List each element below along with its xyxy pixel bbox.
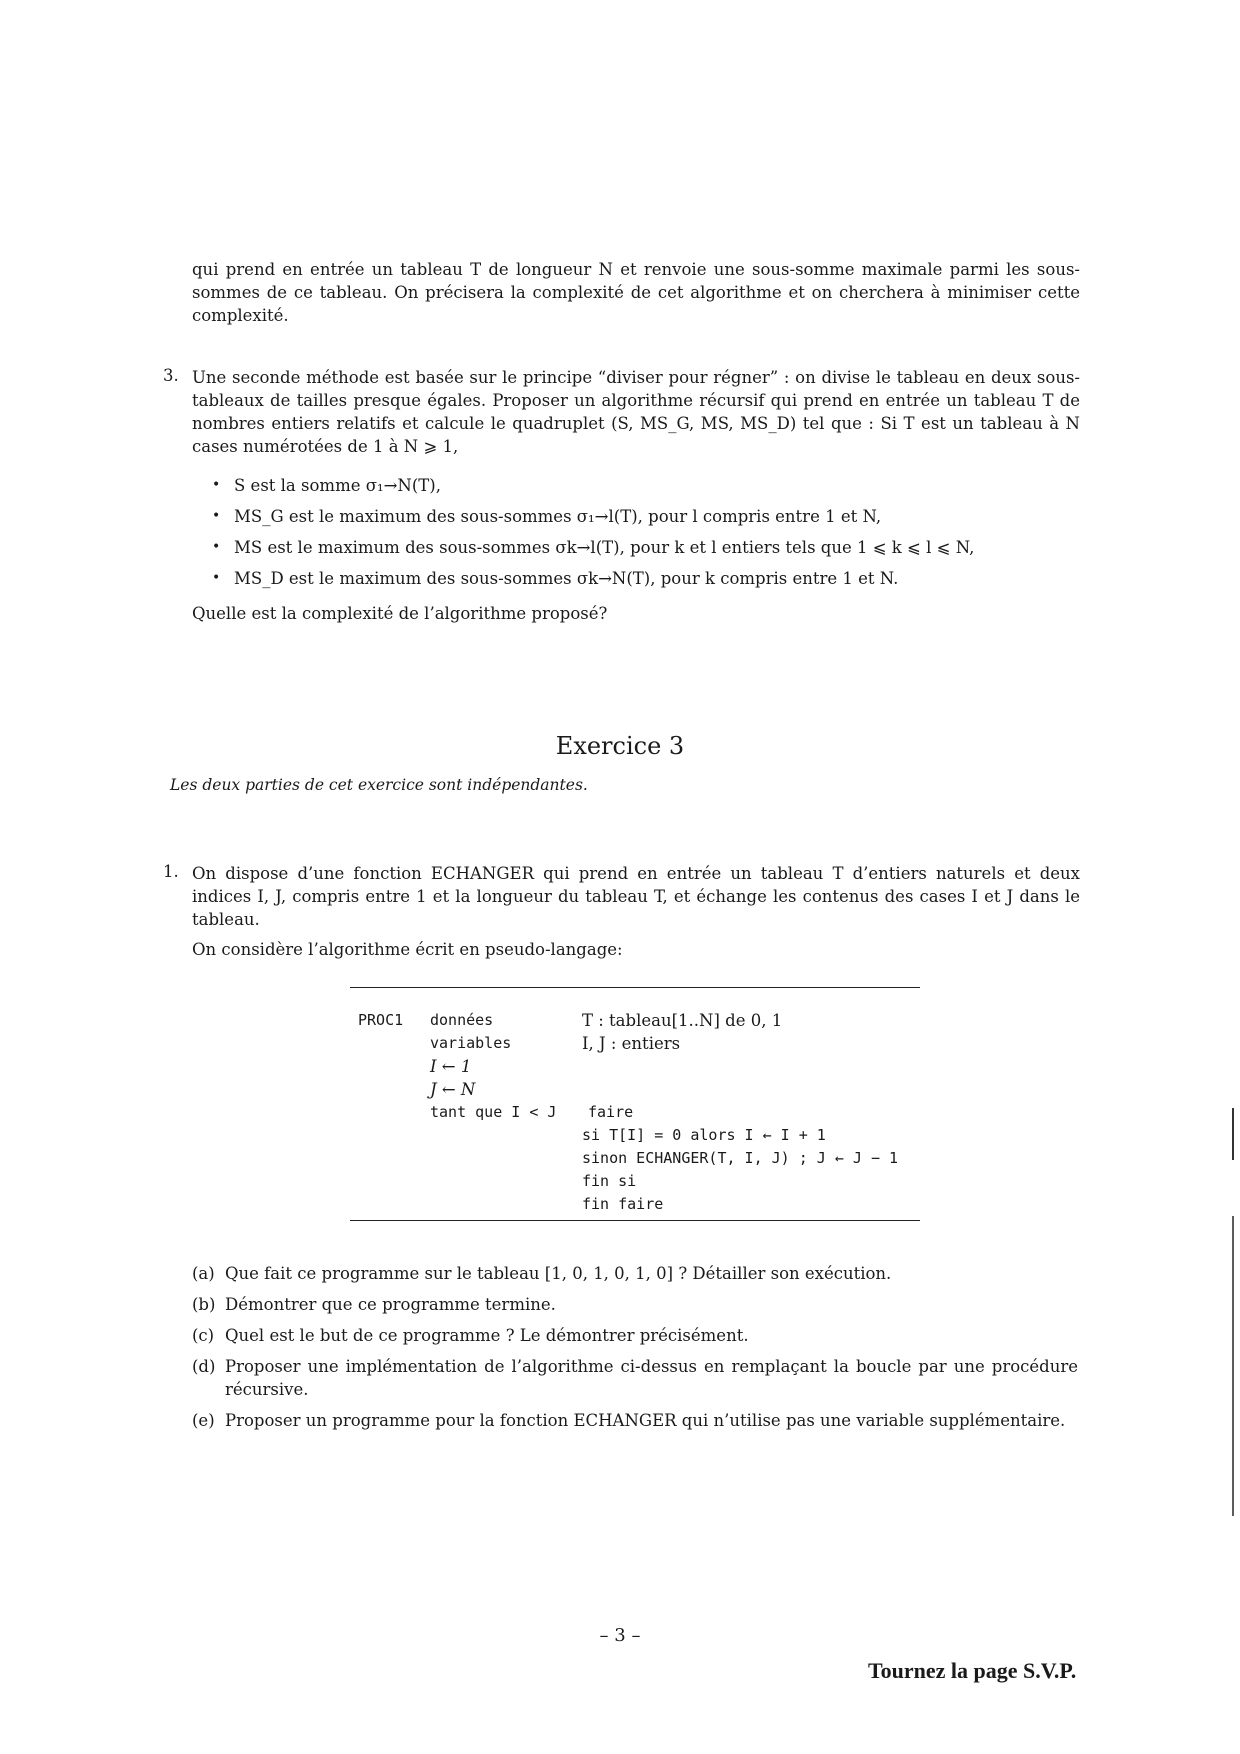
exercise-subtitle: Les deux parties de cet exercice sont indépendantes. <box>170 776 588 794</box>
question-3-bullets <box>212 470 1092 594</box>
algo-donnees: données <box>430 1011 494 1029</box>
algo-variables: variables <box>430 1034 512 1052</box>
subquestion-text: Démontrer que ce programme termine. <box>225 1295 556 1314</box>
question-3-complexity: Quelle est la complexité de l’algorithme proposé? <box>192 604 608 623</box>
algo-faire: faire <box>588 1103 634 1121</box>
subquestion-text: Proposer une implémentation de l’algorithme ci-dessus en remplaçant la boucle par une procédure récursive. <box>225 1357 1078 1399</box>
exercise-title: Exercice 3 <box>555 732 685 760</box>
question-3-text: Une seconde méthode est basée sur le principe “diviser pour régner” : on divise le tableau en deux sous-tableaux de tailles presque égales. Proposer un algorithme récursif qui prend en entrée un tableau T de nombres entiers relatifs et calcule le quadruplet (S, MS_G, MS, MS_D) tel que : Si T est un tableau à N cases numérotées de 1 à N ⩾ 1, <box>192 368 1080 456</box>
bullet-item: • MS est le maximum des sous-sommes σk→l(T), pour k et l entiers tels que 1 ⩽ k ⩽ l ⩽ N, <box>212 532 1092 563</box>
subquestion-item <box>192 1262 1078 1285</box>
subquestion-text: Proposer un programme pour la fonction ECHANGER qui n’utilise pas une variable supplémentaire. <box>225 1411 1066 1430</box>
question-3-number: 3. <box>163 366 179 385</box>
bullet-item: • MS_G est le maximum des sous-sommes σ₁→l(T), pour l compris entre 1 et N, <box>212 501 1092 532</box>
algo-variables-value: I, J : entiers <box>582 1034 681 1053</box>
subquestion-label: (d) <box>192 1357 216 1376</box>
bullet-item: • MS_D est le maximum des sous-sommes σk→N(T), pour k compris entre 1 et N. <box>212 563 1092 594</box>
subquestion-item <box>192 1293 1078 1316</box>
algo-tantque: tant que I < J <box>430 1103 557 1121</box>
rule-bottom <box>350 1220 920 1221</box>
subquestion-item <box>192 1324 1078 1347</box>
question-1-text: On dispose d’une fonction ECHANGER qui prend en entrée un tableau T d’entiers naturels et deux indices I, J, compris entre 1 et la longueur du tableau T, et échange les contenus des cases I et J dans le tableau. <box>192 864 1080 929</box>
algo-donnees-value: T : tableau[1..N] de 0, 1 <box>582 1011 783 1030</box>
bullet-item: • S est la somme σ₁→N(T), <box>212 470 1092 501</box>
algo-sinon: sinon ECHANGER(T, I, J) ; J ← J − 1 <box>582 1149 899 1167</box>
subquestion-text: Quel est le but de ce programme ? Le démontrer précisément. <box>225 1326 749 1345</box>
algo-si: si T[I] = 0 alors I ← I + 1 <box>582 1126 826 1144</box>
turn-page-note: Tournez la page S.V.P. <box>868 1658 1077 1683</box>
subquestion-label: (c) <box>192 1326 215 1345</box>
subquestion-list <box>192 1262 1078 1440</box>
intro-paragraph: qui prend en entrée un tableau T de longueur N et renvoie une sous-somme maximale parmi les sous-sommes de ce tableau. On précisera la complexité de cet algorithme et on cherchera à minimiser cette complexité. <box>192 260 1080 325</box>
subquestion-label: (e) <box>192 1411 215 1430</box>
algo-finsi: fin si <box>582 1172 637 1190</box>
proc-name: PROC1 <box>358 1011 404 1029</box>
question-1-number: 1. <box>163 862 179 881</box>
subquestion-item <box>192 1355 1078 1401</box>
scan-mark <box>1232 1108 1234 1160</box>
subquestion-label: (b) <box>192 1295 216 1314</box>
page-number: – 3 – <box>599 1625 641 1646</box>
rule-top <box>350 987 920 988</box>
subquestion-item <box>192 1409 1078 1432</box>
algo-init-i: I ← 1 <box>430 1057 472 1076</box>
scan-mark <box>1232 1216 1234 1516</box>
subquestion-label: (a) <box>192 1264 215 1283</box>
algorithm-intro: On considère l’algorithme écrit en pseudo-langage: <box>192 940 623 959</box>
subquestion-text: Que fait ce programme sur le tableau [1, 0, 1, 0, 1, 0] ? Détailler son exécution. <box>225 1264 892 1283</box>
algo-finfaire: fin faire <box>582 1195 664 1213</box>
algo-init-j: J ← N <box>430 1080 476 1099</box>
